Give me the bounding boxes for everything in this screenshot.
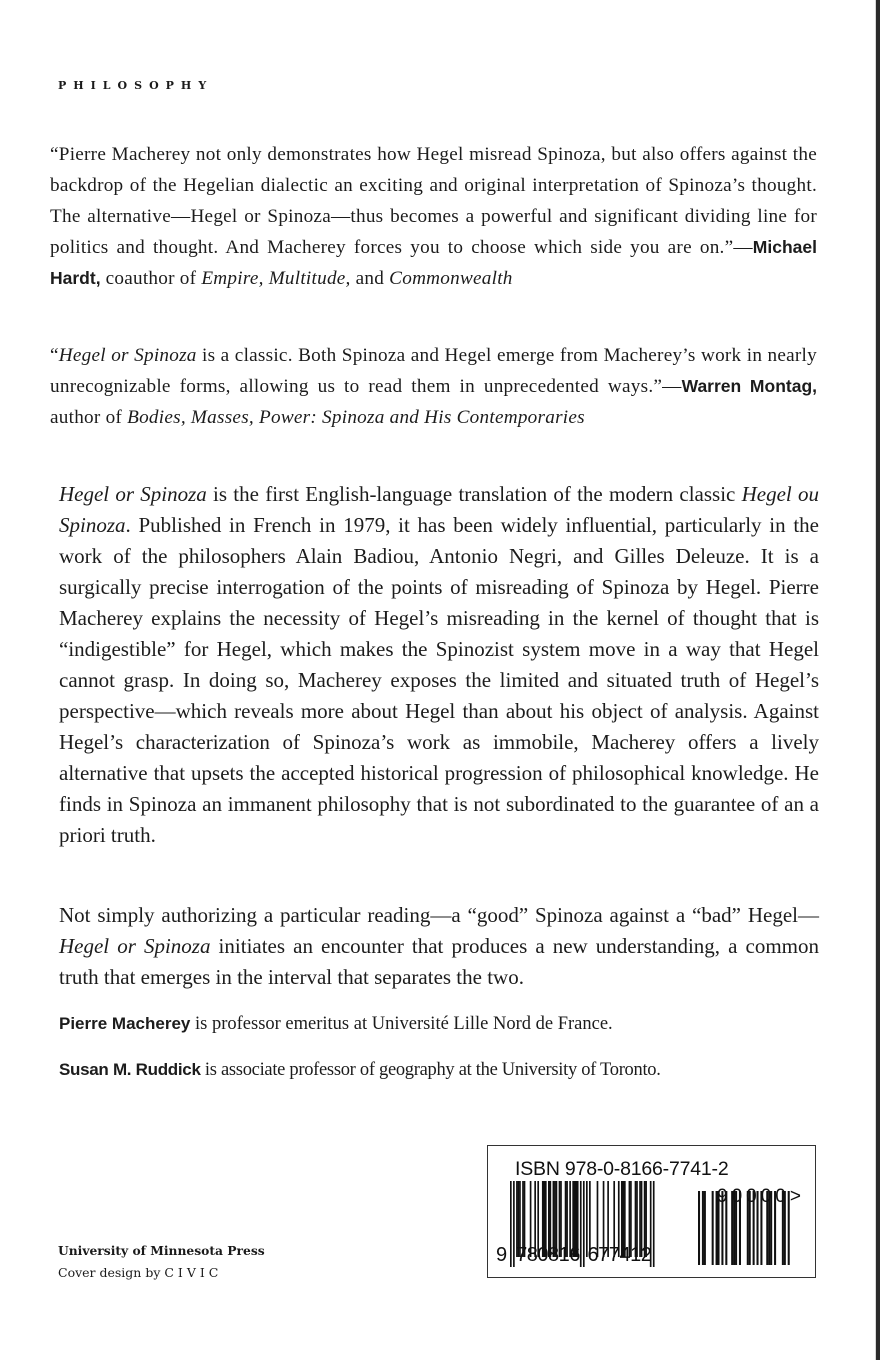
text-run: is a classic. Both Spinoza and Hegel emerge from Macherey’s work in nearly unrecognizable forms, allowing us to read them in unprecedented ways.”— <box>50 345 817 397</box>
translator-bio-text: is associate professor of geography at the University of Toronto. <box>200 1060 661 1080</box>
isbn-label: ISBN 978-0-8166-7741-2 <box>515 1158 729 1180</box>
addon-bar <box>712 1191 714 1265</box>
text-run: “Pierre Macherey not only demonstrates how Hegel misread Spinoza, but also offers against the backdrop of the Hegelian dialectic an exciting and original interpretation of Spinoza’s thought. The alternative—Hegel or Spinoza—thus becomes a powerful and significant dividing line for politics and thought. And Macherey forces you to choose which side you are on.”— <box>50 144 817 258</box>
publisher-name: University of Minnesota Press <box>58 1243 265 1258</box>
ean-digit: 1 <box>630 1244 642 1266</box>
title-italic: Bodies, Masses, Power: Spinoza and His Contemporaries <box>127 407 585 428</box>
barcode-bar <box>513 1181 515 1267</box>
author-name: Pierre Macherey <box>59 1014 191 1033</box>
ean-digit: 7 <box>598 1244 610 1266</box>
text-run: coauthor of <box>100 268 202 289</box>
ean-digit: 7 <box>516 1244 528 1266</box>
barcode-bar <box>510 1181 512 1267</box>
addon-bar <box>698 1191 700 1265</box>
addon-bar <box>702 1191 704 1265</box>
endorsement-text <box>50 139 817 294</box>
cover-credit: Cover design by C I V I C <box>58 1265 219 1280</box>
author-bio <box>59 1012 829 1036</box>
isbn-barcode <box>487 1145 816 1278</box>
ean-digit: 8 <box>526 1244 538 1266</box>
endorsement-text <box>50 340 817 433</box>
text-run: initiates an encounter that produces a new understanding, a common truth that emerges in the interval that separates the two. <box>59 934 819 989</box>
text-run: “ <box>50 345 59 366</box>
text-run: is the first English-language translation of the modern classic <box>206 482 742 506</box>
ean-digit: 1 <box>558 1244 570 1266</box>
text-run: . Published in French in 1979, it has been widely influential, particularly in the work of the philosophers Alain Badiou, Antonio Negri, and Gilles Deleuze. It is a surgically precise interrogation of the points of misreading of Spinoza by Hegel. Pierre Macherey explains the necessity of Hegel’s misreading in the kernel of thought that is “indigestible” for Hegel, which makes the Spinozist system move in a way that Hegel cannot grasp. In doing so, Macherey exposes the limited and situated truth of Hegel’s perspective—which reveals more about Hegel than about his object of analysis. Against Hegel’s characterization of Spinoza’s work as immobile, Macherey offers a lively alternative that upsets the accepted historical progression of philosophical knowledge. He finds in Spinoza an immanent philosophy that is not subordinated to the guarantee of an a priori truth. <box>59 513 819 847</box>
title-italic: Empire, Multitude, <box>201 268 351 289</box>
title-italic: Commonwealth <box>389 268 513 289</box>
ean-digit: 7 <box>608 1244 620 1266</box>
endorsement-montag <box>50 340 818 433</box>
price-code: 90000> <box>717 1186 805 1207</box>
endorser-name: Warren Montag, <box>681 376 818 396</box>
ean-digit: 4 <box>619 1244 631 1266</box>
text-run: Not simply authorizing a particular reading—a “good” Spinoza against a “bad” Hegel— <box>59 903 819 927</box>
ean-digit: 0 <box>537 1244 549 1266</box>
title-italic: Hegel or Spinoza <box>59 482 207 506</box>
barcode-bar <box>653 1181 655 1267</box>
ean-digit: 2 <box>640 1244 652 1266</box>
addon-bar <box>704 1191 706 1265</box>
text-run: and <box>350 268 390 289</box>
endorser-name: Michael Hardt, <box>50 237 817 288</box>
category-label: PHILOSOPHY <box>58 79 214 92</box>
title-italic: Hegel ou Spinoza <box>59 482 819 537</box>
barcode-bar <box>583 1181 585 1267</box>
title-italic: Hegel or Spinoza <box>58 345 197 366</box>
text-run: author of <box>50 407 128 428</box>
page-edge-shadow <box>876 0 880 1360</box>
description-paragraph <box>59 900 819 993</box>
ean-digit: 6 <box>569 1244 581 1266</box>
translator-name: Susan M. Ruddick <box>59 1060 201 1079</box>
ean-digit: 9 <box>496 1244 508 1266</box>
ean-digit: 6 <box>587 1244 599 1266</box>
translator-bio <box>59 1058 829 1082</box>
ean-digit: 8 <box>548 1244 560 1266</box>
author-bio-text: is professor emeritus at Université Lille Nord de France. <box>190 1014 613 1034</box>
endorsement-hardt <box>50 139 817 294</box>
description-paragraph <box>59 479 819 851</box>
title-italic: Hegel or Spinoza <box>59 934 211 958</box>
